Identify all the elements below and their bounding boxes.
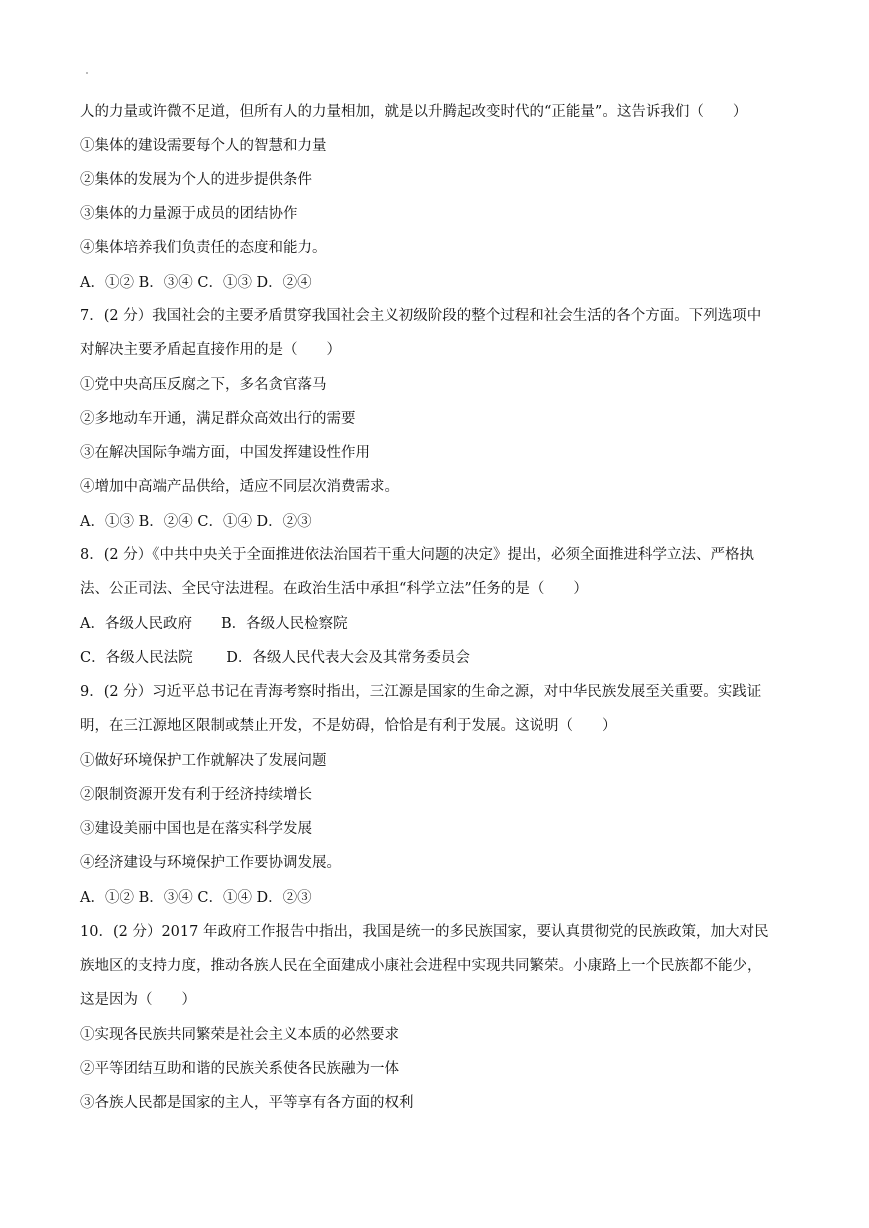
text-line: 对解决主要矛盾起直接作用的是（ ）	[80, 342, 341, 358]
text-line: ③各族人民都是国家的主人，平等享有各方面的权利	[80, 1095, 414, 1111]
text-line: 法、公正司法、全民守法进程。在政治生活中承担“科学立法”任务的是（ ）	[80, 581, 588, 597]
text-line: 10．(2 分）2017 年政府工作报告中指出，我国是统一的多民族国家，要认真贯彻党的民族政策，加大对民	[80, 924, 769, 940]
text-line: C．各级人民法院 D．各级人民代表大会及其常务委员会	[80, 650, 470, 666]
text-line: ③在解决国际争端方面，中国发挥建设性作用	[80, 445, 370, 461]
text-line: 人的力量或许微不足道，但所有人的力量相加，就是以升腾起改变时代的“正能量”。这告诉我们（ ）	[80, 104, 748, 120]
text-line: ①集体的建设需要每个人的智慧和力量	[80, 138, 327, 154]
text-line: ④集体培养我们负责任的态度和能力。	[80, 240, 327, 256]
text-line: ①党中央高压反腐之下，多名贪官落马	[80, 377, 327, 393]
text-line: ②限制资源开发有利于经济持续增长	[80, 787, 312, 803]
text-line: ②集体的发展为个人的进步提供条件	[80, 172, 312, 188]
text-line: ①做好环境保护工作就解决了发展问题	[80, 753, 327, 769]
text-line: A．①③ B．②④ C．①④ D．②③	[80, 514, 312, 530]
scan-dot	[86, 72, 88, 74]
text-line: ④增加中高端产品供给，适应不同层次消费需求。	[80, 479, 399, 495]
text-line: A．①② B．③④ C．①④ D．②③	[80, 890, 312, 906]
text-line: 9．(2 分）习近平总书记在青海考察时指出，三江源是国家的生命之源，对中华民族发展至关重要。实践证	[80, 684, 762, 700]
text-line: ④经济建设与环境保护工作要协调发展。	[80, 855, 341, 871]
text-line: 7．(2 分）我国社会的主要矛盾贯穿我国社会主义初级阶段的整个过程和社会生活的各个方面。下列选项中	[80, 308, 762, 324]
text-line: 族地区的支持力度，推动各族人民在全面建成小康社会进程中实现共同繁荣。小康路上一个民族都不能少，	[80, 958, 762, 974]
text-line: A．各级人民政府 B．各级人民检察院	[80, 616, 348, 632]
text-line: A．①② B．③④ C．①③ D．②④	[80, 275, 312, 291]
text-line: 明，在三江源地区限制或禁止开发，不是妨碍，恰恰是有利于发展。这说明（ ）	[80, 718, 617, 734]
text-line: ①实现各民族共同繁荣是社会主义本质的必然要求	[80, 1027, 399, 1043]
text-line: ③建设美丽中国也是在落实科学发展	[80, 821, 312, 837]
text-line: ②平等团结互助和谐的民族关系使各民族融为一体	[80, 1061, 399, 1077]
text-line: ②多地动车开通，满足群众高效出行的需要	[80, 411, 356, 427]
text-line: 8．(2 分）《中共中央关于全面推进依法治国若干重大问题的决定》提出，必须全面推进科学立法、严格执	[80, 547, 754, 563]
text-line: 这是因为（ ）	[80, 992, 196, 1008]
text-line: ③集体的力量源于成员的团结协作	[80, 206, 298, 222]
